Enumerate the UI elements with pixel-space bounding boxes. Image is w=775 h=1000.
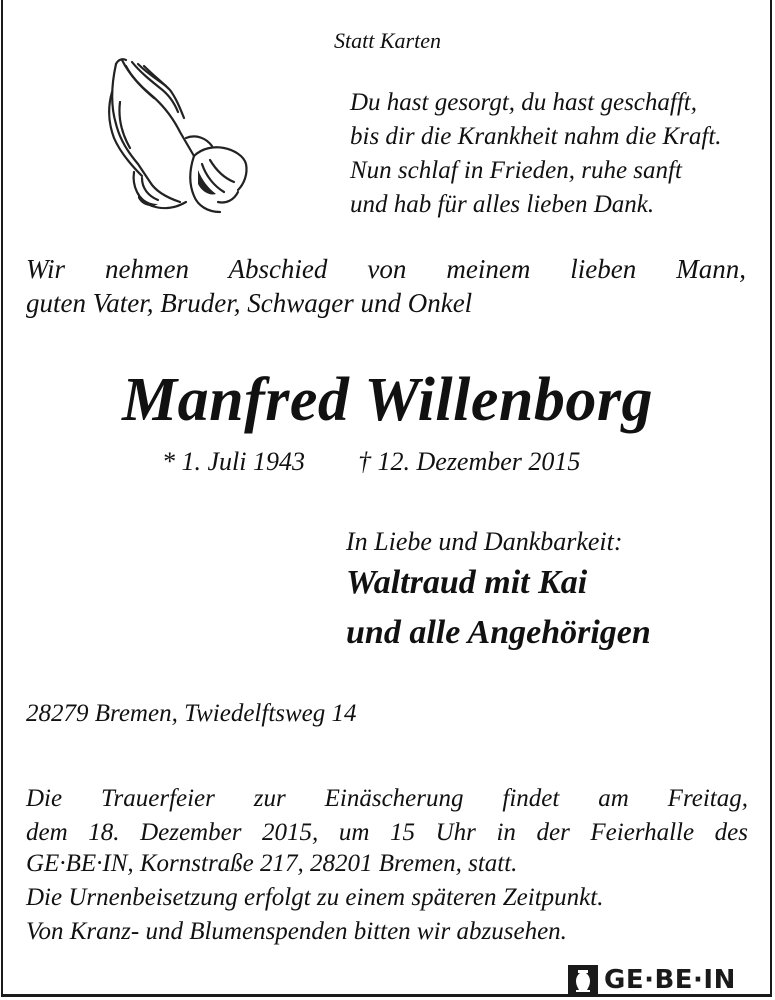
dedication-line: In Liebe und Dankbarkeit: — [346, 527, 623, 556]
ceremony-line-3: GE·BE·IN, Kornstraße 217, 28201 Bremen, statt. — [26, 850, 518, 877]
urn-logo-icon — [568, 965, 598, 995]
intro-line-2: guten Vater, Bruder, Schwager und Onkel — [26, 288, 473, 318]
logo-text: GE·BE·IN — [604, 965, 736, 995]
poem-line: bis dir die Krankheit nahm die Kraft. — [350, 123, 722, 150]
poem-line: und hab für alles lieben Dank. — [350, 191, 655, 218]
gebein-logo — [568, 964, 736, 996]
ceremony-line-2: dem 18. Dezember 2015, um 15 Uhr in der Feierhalle des — [26, 819, 748, 846]
header-statt-karten: Statt Karten — [334, 28, 441, 53]
intro-line-1: Wir nehmen Abschied von meinem lieben Mann, — [26, 254, 746, 284]
poem-line: Du hast gesorgt, du hast geschafft, — [350, 89, 697, 116]
flowers-note: Von Kranz- und Blumenspenden bitten wir abzusehen. — [26, 918, 567, 945]
poem-line: Nun schlaf in Frieden, ruhe sanft — [350, 157, 682, 184]
mourners-line-1: Waltraud mit Kai — [346, 564, 588, 601]
ceremony-line-1: Die Trauerfeier zur Einäscherung findet am Freitag, — [26, 785, 748, 812]
praying-hands-icon — [98, 52, 258, 217]
poem — [350, 86, 722, 222]
death-date: † 12. Dezember 2015 — [358, 447, 581, 476]
mourners-line-2: und alle Angehörigen — [346, 614, 651, 651]
deceased-name: Manfred Willenborg — [122, 366, 653, 434]
urn-burial-note: Die Urnenbeisetzung erfolgt zu einem späteren Zeitpunkt. — [26, 884, 604, 911]
address: 28279 Bremen, Twiedelftsweg 14 — [26, 700, 357, 727]
birth-date: * 1. Juli 1943 — [162, 447, 305, 476]
